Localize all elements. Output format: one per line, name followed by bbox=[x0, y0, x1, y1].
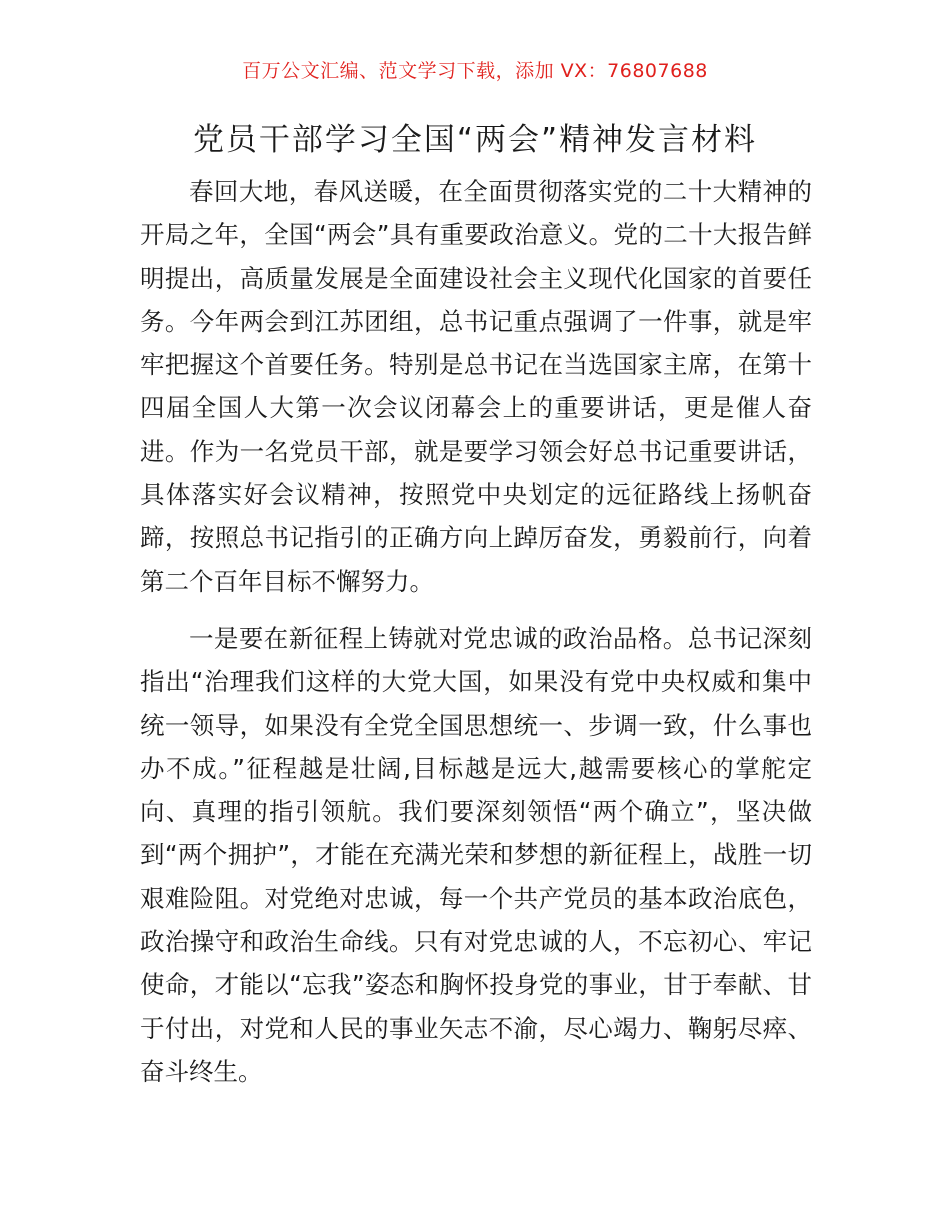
paragraph-point-one: 一是要在新征程上铸就对党忠诚的政治品格。总书记深刻指出“治理我们这样的大党大国，如果没有党中央权威和集中统一领导，如果没有全党全国思想统一、步调一致，什么事也办不成。”征程越是壮阔,目标越是远大,越需要核心的掌舵定向、真理的指引领航。我们要深刻领悟“两个确立”，坚决做到“两个拥护”，才能在充满光荣和梦想的新征程上，战胜一切艰难险阻。对党绝对忠诚，每一个共产党员的基本政治底色，政治操守和政治生命线。只有对党忠诚的人，不忘初心、牢记使命，才能以“忘我”姿态和胸怀投身党的事业，甘于奉献、甘于付出，对党和人民的事业矢志不渝，尽心竭力、鞠躬尽瘁、奋斗终生。 bbox=[140, 623, 813, 1086]
header-watermark-note: 百万公文汇编、范文学习下载，添加 VX：76807688 bbox=[242, 60, 708, 82]
paragraph-intro: 春回大地，春风送暖，在全面贯彻落实党的二十大精神的开局之年，全国“两会”具有重要政治意义。党的二十大报告鲜明提出，高质量发展是全面建设社会主义现代化国家的首要任务。今年两会到江苏团组，总书记重点强调了一件事，就是牢牢把握这个首要任务。特别是总书记在当选国家主席，在第十四届全国人大第一次会议闭幕会上的重要讲话，更是催人奋进。作为一名党员干部，就是要学习领会好总书记重要讲话，具体落实好会议精神，按照党中央划定的远征路线上扬帆奋蹄，按照总书记指引的正确方向上踔厉奋发，勇毅前行，向着第二个百年目标不懈努力。 bbox=[140, 177, 812, 596]
document-body bbox=[140, 170, 812, 1093]
page-title: 党员干部学习全国“两会”精神发言材料 bbox=[192, 122, 758, 158]
